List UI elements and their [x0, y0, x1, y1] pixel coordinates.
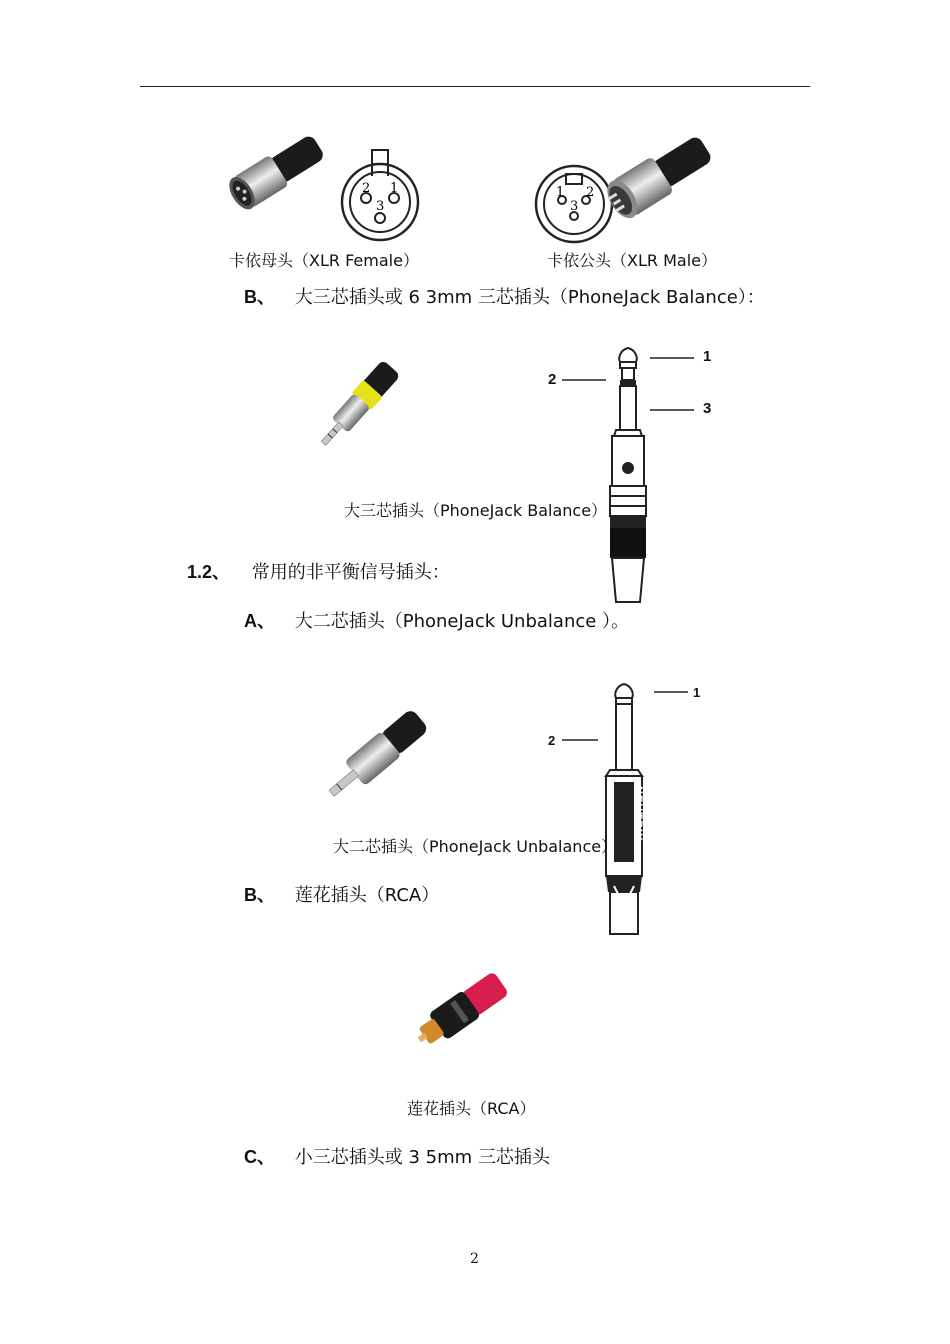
caption-rca: 莲花插头（RCA） [407, 1099, 536, 1118]
xlr-female-pin-3: 3 [376, 199, 385, 214]
section-marker: C、 [244, 1147, 275, 1167]
section-c-mini [244, 1143, 550, 1169]
section-b-rca [244, 881, 439, 907]
section-text: 小三芯插头或 3 5mm 三芯插头 [294, 1147, 550, 1168]
xlr-female-pin-diagram [338, 146, 422, 242]
caption-xlr-female: 卡依母头（XLR Female） [229, 251, 419, 270]
section-marker: A、 [244, 611, 275, 631]
xlr-female-pin-2: 2 [362, 181, 371, 196]
rca-plug-photo [410, 966, 514, 1054]
header-rule [140, 86, 810, 87]
trs-label-3: 3 [703, 400, 712, 417]
ts-jack-photo [314, 704, 438, 808]
xlr-male-photo [600, 122, 716, 232]
section-text: 常用的非平衡信号插头： [251, 562, 450, 583]
xlr-male-pin-2: 2 [586, 185, 595, 200]
brand-logo: NEUTRIK [632, 786, 644, 842]
caption-xlr-male: 卡依公头（XLR Male） [547, 251, 717, 270]
trs-jack-photo [304, 356, 414, 452]
section-marker: B、 [244, 287, 275, 307]
ts-label-1: 1 [693, 685, 701, 700]
section-1-2 [187, 558, 450, 584]
section-text: 莲花插头（RCA） [294, 885, 440, 906]
section-marker: 1.2、 [187, 562, 231, 582]
ts-label-2: 2 [548, 733, 556, 748]
xlr-female-photo [222, 122, 330, 222]
caption-phonejack-balance: 大三芯插头（PhoneJack Balance） [344, 501, 608, 520]
xlr-male-pin-3: 3 [570, 199, 579, 214]
section-text: 大二芯插头（PhoneJack Unbalance ）。 [294, 611, 630, 632]
section-text: 大三芯插头或 6 3mm 三芯插头（PhoneJack Balance）： [294, 287, 765, 308]
section-a-unbalance [244, 607, 629, 633]
xlr-male-pin-1: 1 [556, 185, 565, 200]
trs-label-2: 2 [548, 371, 557, 388]
section-marker: B、 [244, 885, 275, 905]
section-b-balance [244, 283, 765, 309]
trs-label-1: 1 [703, 348, 712, 365]
trs-jack-diagram [540, 344, 720, 606]
xlr-female-pin-1: 1 [390, 181, 399, 196]
caption-phonejack-unbalance: 大二芯插头（PhoneJack Unbalance） [333, 837, 618, 856]
page-number: 2 [470, 1251, 479, 1267]
